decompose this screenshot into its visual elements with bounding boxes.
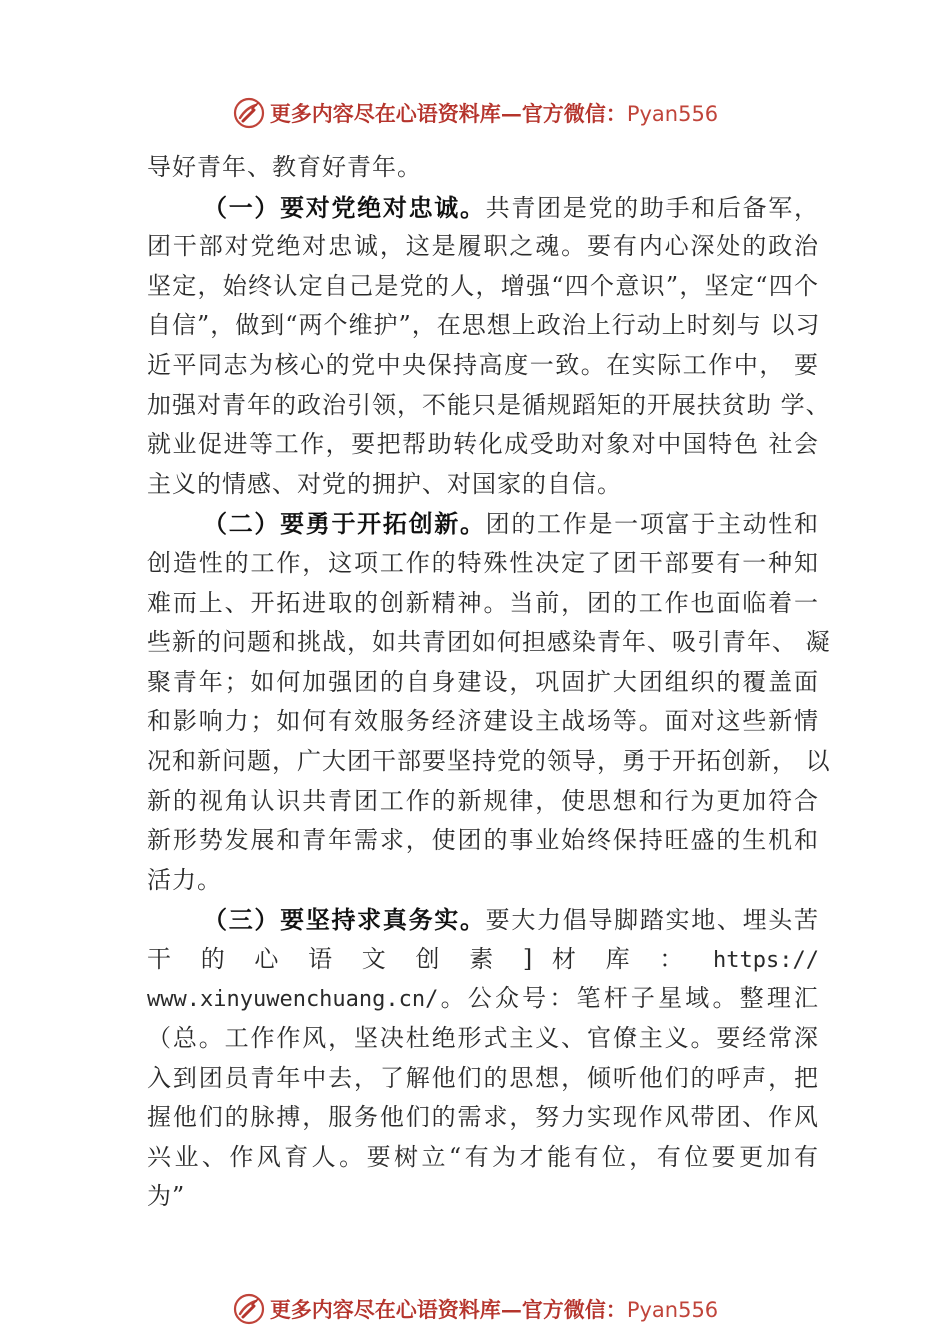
section-heading-line: （二）要勇于开拓创新。团的工作是一项富于主动性和 [203, 509, 820, 539]
section-heading: （二）要勇于开拓创新。 [203, 509, 486, 539]
text-line: 和影响力；如何有效服务经济建设主战场等。面对这些新情 [147, 707, 819, 736]
text-line: 为” [147, 1182, 186, 1211]
text-line: 导好青年、教育好青年。 [147, 153, 422, 181]
url-fragment: www.xinyuwenchuang.cn/ [147, 987, 439, 1013]
text-line: 干 的 心 语 文 创 素 ] 材 库 ： https:// [147, 944, 819, 973]
pen-seal-logo-icon [232, 1292, 266, 1326]
banner-dash: — [500, 1297, 522, 1322]
text-line: 近平同志为核心的党中央保持高度一致。在实际工作中， 要 [147, 350, 819, 379]
footer-watermark-banner [0, 1289, 950, 1329]
banner-text [270, 1294, 718, 1324]
text-line: （总。工作作风，坚决杜绝形式主义、官僚主义。要经常深 [147, 1024, 819, 1053]
banner-wechat-id: Pyan556 [626, 1298, 719, 1322]
banner-wechat-label: 官方微信： [521, 101, 627, 126]
section-heading-line: （三）要坚持求真务实。要大力倡导脚踏实地、埋头苦 [203, 905, 820, 935]
banner-dash: — [500, 101, 522, 126]
text-line: 就业促进等工作，要把帮助转化成受助对象对中国特色 社会 [147, 430, 819, 459]
text-line: 聚青年；如何加强团的自身建设，巩固扩大团组织的覆盖面 [147, 667, 819, 696]
text-line: 握他们的脉搏，服务他们的需求，努力实现作风带团、作风 [147, 1103, 819, 1132]
section-heading-line: （一）要对党绝对忠诚。共青团是党的助手和后备军， [203, 192, 820, 222]
text-line: 主义的情感、对党的拥护、对国家的自信。 [147, 469, 622, 498]
document-body [147, 148, 831, 1217]
banner-title: 更多内容尽在心语资料库 [269, 101, 501, 126]
banner-title: 更多内容尽在心语资料库 [269, 1297, 501, 1322]
text-line: 新形势发展和青年需求，使团的事业始终保持旺盛的生机和 [147, 826, 819, 855]
text-line: 入到团员青年中去，了解他们的思想，倾听他们的呼声，把 [147, 1063, 819, 1092]
text-line: 况和新问题，广大团干部要坚持党的领导，勇于开拓创新， 以 [147, 746, 831, 775]
text-line: 团干部对党绝对忠诚，这是履职之魂。要有内心深处的政治 [147, 232, 819, 261]
pen-seal-logo-icon [232, 96, 266, 130]
text-line: 坚定，始终认定自己是党的人，增强“四个意识”，坚定“四个 [147, 271, 819, 300]
banner-wechat-label: 官方微信： [521, 1297, 627, 1322]
text-line: 兴业、作风育人。要树立“有为才能有位，有位要更加有 [147, 1142, 819, 1171]
text-line: 自信”，做到“两个维护”，在思想上政治上行动上时刻与 以习 [147, 311, 821, 340]
banner-wechat-id: Pyan556 [626, 102, 719, 126]
banner-text [270, 98, 718, 128]
text-line: 难而上、开拓进取的创新精神。当前，团的工作也面临着一 [147, 588, 819, 617]
text-line: 活力。 [147, 865, 222, 894]
text-line: 些新的问题和挑战，如共青团如何担感染青年、吸引青年、 凝 [147, 628, 831, 657]
text-line: 创造性的工作，这项工作的特殊性决定了团干部要有一种知 [147, 548, 819, 577]
text-line: www.xinyuwenchuang.cn/。公众号：笔杆子星域。整理汇 [147, 984, 819, 1013]
text-line: 新的视角认识共青团工作的新规律，使思想和行为更加符合 [147, 786, 819, 815]
header-watermark-banner [0, 93, 950, 133]
section-heading: （三）要坚持求真务实。 [203, 905, 486, 935]
url-fragment: https:// [713, 947, 819, 973]
text-line: 加强对青年的政治引领，不能只是循规蹈矩的开展扶贫助 学、 [147, 390, 831, 419]
section-heading: （一）要对党绝对忠诚。 [203, 192, 486, 222]
